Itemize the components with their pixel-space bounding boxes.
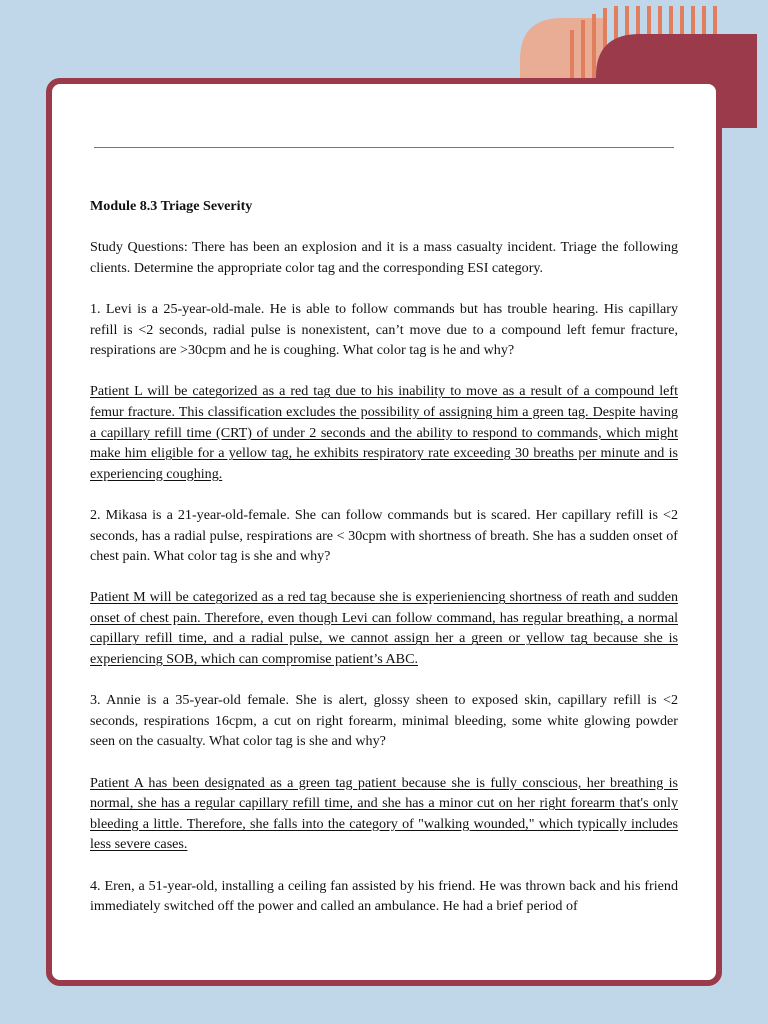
answer-1: Patient L will be categorized as a red tag due to his inability to move as a result of a compound left femur fracture. This classification excludes the possibility of assigning him a green tag. Despite having a capillary refill time (CRT) of under 2 seconds and the ability to respond to commands, which might make him eligible for a yellow tag, he exhibits respiratory rate exceeding 30 breaths per minute and is experiencing coughing. — [90, 383, 678, 482]
header-divider — [94, 147, 674, 148]
page-title: Module 8.3 Triage Severity — [90, 198, 253, 214]
question-4: 4. Eren, a 51-year-old, installing a ceiling fan assisted by his friend. He was thrown back and his friend immediately switched off the power and called an ambulance. He had a brief period of — [90, 877, 678, 915]
question-1: 1. Levi is a 25-year-old-male. He is able to follow commands but has trouble hearing. His capillary refill is <2 seconds, radial pulse is nonexistent, can’t move due to a compound left femur fracture, respirations are >30cpm and he is coughing. What color tag is he and why? — [90, 300, 678, 359]
question-3: 3. Annie is a 35-year-old female. She is alert, glossy sheen to exposed skin, capillary refill is <2 seconds, respirations 16cpm, a cut on right forearm, minimal bleeding, some white glowing powder seen on the casualty. What color tag is she and why? — [90, 692, 678, 750]
answer-3: Patient A has been designated as a green tag patient because she is fully conscious, her breathing is normal, she has a regular capillary refill time, and she has a minor cut on her right forearm that's only bleeding a little. Therefore, she falls into the category of "walking wounded," which typically includes less severe cases. — [90, 774, 678, 853]
answer-2: Patient M will be categorized as a red tag because she is experieniencing shortness of reath and sudden onset of chest pain. Therefore, even though Levi can follow command, has regular breathing, a normal capillary refill time, and a radial pulse, we cannot assign her a green or yellow tag because she is experiencing SOB, which can compromise patient’s ABC. — [90, 589, 678, 668]
question-2: 2. Mikasa is a 21-year-old-female. She can follow commands but is scared. Her capillary refill is <2 seconds, has a radial pulse, respirations are < 30cpm with shortness of breath. She has a sudden onset of chest pain. What color tag is she and why? — [90, 506, 678, 565]
study-questions-intro: Study Questions: There has been an explosion and it is a mass casualty incident. Triage the following clients. Determine the appropriate color tag and the corresponding ESI category. — [90, 239, 678, 276]
document-body — [90, 196, 678, 937]
document-page — [46, 78, 722, 986]
